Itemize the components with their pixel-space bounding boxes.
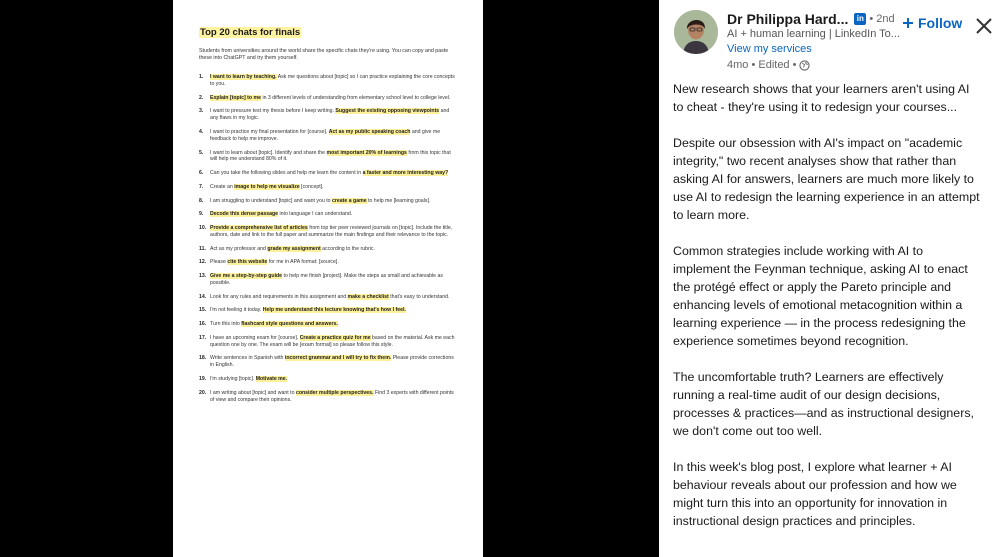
chat-number: 1. <box>199 74 204 80</box>
document-intro: Students from universities around the world share the specific chats they're using. You can copy and paste these into ChatGPT and try them yourself. <box>199 48 449 61</box>
chat-text <box>210 150 457 164</box>
chat-text-segment: I'm studying [topic]. <box>210 375 256 382</box>
chat-item <box>199 108 457 122</box>
chat-text-segment: from this topic that will help me understand 80% of it. <box>210 149 451 163</box>
chat-highlight: incorrect grammar and I will try to fix them. <box>284 355 392 362</box>
chat-item <box>199 198 457 205</box>
chat-highlight: Explain [topic] to me <box>210 94 262 101</box>
chat-text-segment: according to the rubric. <box>320 245 375 252</box>
view-services-link[interactable]: View my services <box>727 43 812 55</box>
chat-highlight: create a game <box>331 197 367 204</box>
chat-highlight: Act as my public speaking coach <box>328 128 411 135</box>
chat-text <box>210 259 457 266</box>
post-paragraph: In this week's blog post, I explore what learner + AI behaviour reveals about our profession and how we might turn this into an opportunity for innovation in instructional design practices and principles. <box>673 460 957 528</box>
chat-item <box>199 74 457 88</box>
chat-number: 2. <box>199 94 204 101</box>
chat-item <box>199 390 457 404</box>
chat-text-segment: Please provide corrections in English. <box>210 355 454 369</box>
chat-text <box>210 129 457 143</box>
chat-text-segment: Write sentences in Spanish with <box>210 355 285 362</box>
author-row <box>727 11 895 27</box>
chat-text <box>210 335 457 349</box>
chat-text-segment: to help me finish [project]. Make the steps as small and achievable as possible. <box>210 272 443 286</box>
chat-highlight: Decode this dense passage <box>210 211 279 218</box>
chat-text <box>210 198 457 205</box>
globe-icon <box>799 60 810 71</box>
chat-highlight: consider multiple perspectives. <box>295 389 374 396</box>
chat-text-segment: I want to practice my final presentation for [course]. <box>210 128 329 135</box>
chat-text-segment: Turn this into <box>210 320 242 327</box>
chat-text-segment: Act as my professor and <box>210 245 268 252</box>
chat-text <box>210 307 457 314</box>
chat-text <box>210 95 457 102</box>
chat-text <box>210 184 457 191</box>
chat-text-segment: that's easy to understand. <box>388 293 450 300</box>
chat-highlight: grade my assignment <box>267 245 321 252</box>
chat-number: 8. <box>199 197 204 204</box>
chat-number: 13. <box>199 272 207 279</box>
chat-highlight: a faster and more interesting way? <box>362 170 449 177</box>
chat-item <box>199 259 457 266</box>
chat-text <box>210 294 457 301</box>
close-icon[interactable] <box>975 17 993 35</box>
plus-icon <box>902 17 914 29</box>
chat-text-segment: I want to learn about [topic]. Identify and share the <box>210 149 327 156</box>
chat-text-segment: into language I can understand. <box>278 211 353 218</box>
chat-highlight: make a checklist <box>347 293 389 300</box>
chat-text <box>210 108 457 122</box>
author-headline: AI + human learning | LinkedIn To... <box>727 28 900 40</box>
chat-number: 17. <box>199 334 207 341</box>
chat-highlight: Help me understand this lecture knowing that's how I feel. <box>262 307 406 314</box>
chat-number: 16. <box>199 320 207 327</box>
follow-button[interactable] <box>902 15 962 31</box>
post-paragraph: The uncomfortable truth? Learners are effectively running a real-time audit of our design decisions, processes & practices—and as instructional designers, we don't come out too well. <box>673 370 974 438</box>
chat-item <box>199 211 457 218</box>
chat-text-segment: Can you take the following slides and help me learn the content in <box>210 170 363 177</box>
chat-item <box>199 335 457 349</box>
chat-list <box>199 74 457 403</box>
chat-text-segment: Find 3 experts with different points of view and compare their opinions. <box>210 389 454 403</box>
chat-text-segment: in 3 different levels of understanding from elementary school level to college level. <box>261 94 451 101</box>
chat-number: 10. <box>199 224 207 231</box>
chat-text-segment: Please <box>210 259 228 266</box>
chat-text-segment: I am writing about [topic] and want to <box>210 389 296 396</box>
chat-text-segment: Look for any rules and requirements in this assignment and <box>210 293 348 300</box>
chat-number: 3. <box>199 108 204 115</box>
chat-text-segment: to help me [learning goals]. <box>366 197 431 204</box>
chat-highlight: most important 20% of learnings <box>326 149 407 156</box>
chat-item <box>199 225 457 239</box>
chat-text-segment: I want to pressure test my thesis before I keep writing. <box>210 108 336 115</box>
post-paragraph: New research shows that your learners aren't using AI to cheat - they're using it to redesign your courses... <box>673 82 970 114</box>
chat-text-segment: I have an upcoming exam for [course]. <box>210 334 300 341</box>
chat-highlight: Give me a step-by-step guide <box>210 272 283 279</box>
author-name[interactable]: Dr Philippa Hard... <box>727 11 849 27</box>
chat-highlight: Create a practice quiz for me <box>299 334 371 341</box>
chat-text-segment: [concept]. <box>299 183 324 190</box>
chat-number: 18. <box>199 355 207 362</box>
chat-item <box>199 355 457 369</box>
linkedin-badge-icon: in <box>854 13 866 25</box>
chat-highlight: flashcard style questions and answers. <box>241 320 338 327</box>
chat-highlight: cite this website <box>227 259 268 266</box>
chat-text-segment: Create an <box>210 183 235 190</box>
chat-number: 14. <box>199 293 207 300</box>
chat-item <box>199 129 457 143</box>
document-title: Top 20 chats for finals <box>200 27 301 38</box>
follow-label: Follow <box>918 15 963 31</box>
chat-highlight: Provide a comprehensive list of articles <box>210 224 308 231</box>
chat-item <box>199 294 457 301</box>
chat-text-segment: based on the material. Ask me each question one by one. The exam will be [exam format] so please follow this style. <box>210 334 455 348</box>
chat-number: 20. <box>199 389 207 396</box>
chat-item <box>199 273 457 287</box>
chat-text <box>210 321 457 328</box>
chat-number: 11. <box>199 245 206 252</box>
chat-highlight: Motivate me. <box>255 375 288 382</box>
chat-text-segment: I'm not feeling it today. <box>210 307 263 314</box>
chat-text <box>210 273 457 287</box>
chat-text <box>210 355 457 369</box>
chat-text-segment: Ask me questions about [topic] so I can practice explaining the core concepts to you. <box>210 74 455 87</box>
avatar[interactable] <box>674 10 718 54</box>
chat-text <box>210 376 457 383</box>
post-meta <box>727 59 810 71</box>
chat-item <box>199 184 457 191</box>
chat-number: 19. <box>199 375 207 382</box>
chat-highlight: image to help me visualize <box>234 183 300 190</box>
chat-item <box>199 307 457 314</box>
chat-number: 6. <box>199 170 204 177</box>
connection-degree: • 2nd <box>869 13 895 25</box>
chat-text-segment: for me in APA format: [source]. <box>267 259 339 266</box>
chat-item <box>199 246 457 253</box>
post-paragraph: Common strategies include working with AI to implement the Feynman technique, asking AI to enact the protégé effect or apply the Pareto principle and enhancing levels of emotional metacognition within a learning experience — in the process redesigning the experience sometimes beyond recognition. <box>673 244 968 348</box>
chat-text <box>210 225 457 239</box>
post-meta-text: 4mo • Edited • <box>727 59 797 71</box>
chat-text-segment: from top tier peer reviewed journals on [topic]. Include the title, authors, date and link to the full paper and summarize the main findings and their relevance to the topic. <box>210 224 453 238</box>
chat-text <box>210 74 457 88</box>
chat-text <box>210 211 457 218</box>
chat-number: 9. <box>199 211 204 218</box>
chat-number: 4. <box>199 128 204 135</box>
document-image <box>173 0 483 557</box>
chat-item <box>199 95 457 102</box>
chat-text-segment: I am struggling to understand [topic] and want you to <box>210 197 332 204</box>
chat-number: 15. <box>199 307 207 314</box>
chat-item <box>199 170 457 177</box>
chat-highlight: I want to learn by teaching. <box>210 74 277 80</box>
chat-text-segment: and give me feedback to help me improve. <box>210 128 441 142</box>
chat-text <box>210 246 457 253</box>
post-body <box>673 80 983 548</box>
chat-item <box>199 376 457 383</box>
chat-item <box>199 321 457 328</box>
chat-text <box>210 390 457 404</box>
chat-text-segment: and any flaws in my logic. <box>210 108 450 122</box>
chat-text <box>210 170 457 177</box>
chat-number: 7. <box>199 183 204 190</box>
chat-number: 12. <box>199 259 207 266</box>
chat-item <box>199 150 457 164</box>
post-paragraph: Despite our obsession with AI's impact on "academic integrity," two recent analyses show that rather than asking AI for answers, learners are much more likely to use AI to redesign the learning experience in an attempt to learn more. <box>673 136 980 222</box>
chat-highlight: Suggest the existing opposing viewpoints <box>335 108 440 115</box>
chat-number: 5. <box>199 149 204 156</box>
